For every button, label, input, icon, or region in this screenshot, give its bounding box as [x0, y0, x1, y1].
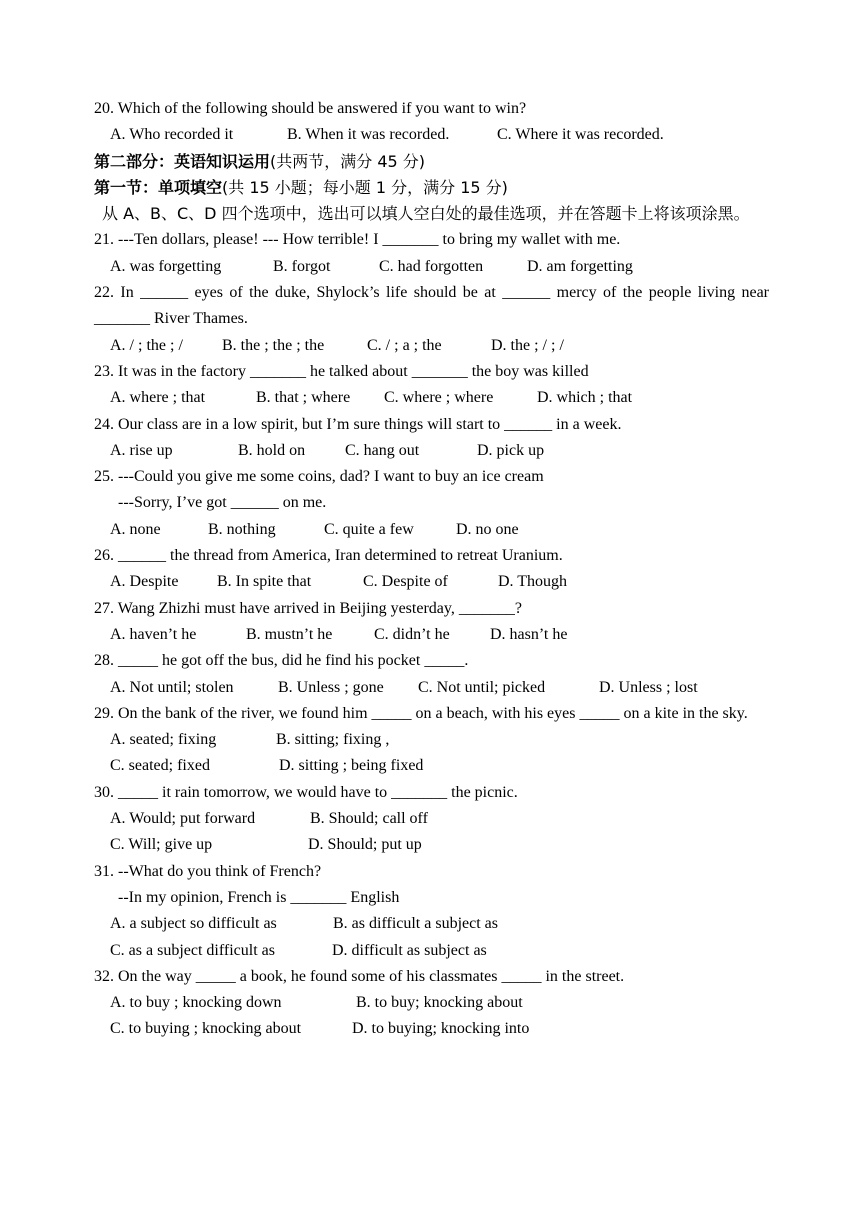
option-b: B. hold on [238, 441, 306, 459]
option-c: C. quite a few [324, 520, 414, 538]
part-2-subtitle: (共两节，满分 45 分) [270, 151, 426, 171]
option-d: D. sitting ; being fixed [279, 757, 424, 775]
option-b: B. nothing [208, 520, 276, 538]
question-32-stem: 32. On the way _____ a book, he found some of his classmates _____ in the street. [94, 967, 625, 985]
question-26-options [94, 569, 769, 595]
question-26-stem: 26. ______ the thread from America, Iran determined to retreat Uranium. [94, 547, 563, 565]
option-b: B. that ; where [256, 389, 351, 407]
option-d: D. difficult as subject as [332, 941, 487, 959]
option-a: A. Who recorded it [110, 126, 234, 144]
question-20-options [94, 122, 769, 148]
question-32-options-row-1 [94, 990, 769, 1016]
option-b: B. to buy; knocking about [356, 994, 523, 1012]
option-d: D. Unless ; lost [599, 678, 698, 696]
option-b: B. as difficult a subject as [333, 915, 498, 933]
option-a: A. none [110, 520, 161, 538]
question-22-stem: 22. In ______ eyes of the duke, Shylock’s life should be at ______ mercy of the people living near _______ River Thames. [94, 284, 769, 328]
question-31-options-row-1 [94, 911, 769, 937]
question-31-reply: --In my opinion, French is _______ English [118, 888, 400, 906]
option-b: B. Unless ; gone [278, 678, 384, 696]
question-31-stem: 31. --What do you think of French? [94, 862, 322, 880]
question-30-stem: 30. _____ it rain tomorrow, we would have to _______ the picnic. [94, 783, 518, 801]
question-29-options-row-1 [94, 727, 769, 753]
option-b: B. mustn’t he [246, 625, 333, 643]
option-b: B. the ; the ; the [222, 336, 325, 354]
part-2-heading [94, 149, 769, 175]
question-30-options-row-1 [94, 806, 769, 832]
option-c: C. hang out [345, 441, 420, 459]
question-23-stem: 23. It was in the factory _______ he talked about _______ the boy was killed [94, 362, 589, 380]
question-32-options-row-2 [94, 1016, 769, 1042]
option-a: A. was forgetting [110, 257, 222, 275]
option-d: D. am forgetting [527, 257, 633, 275]
option-a: A. rise up [110, 441, 173, 459]
question-28-options [94, 675, 769, 701]
option-c: C. where ; where [384, 389, 494, 407]
option-d: D. no one [456, 520, 519, 538]
option-d: D. which ; that [537, 389, 633, 407]
option-d: D. Should; put up [308, 836, 422, 854]
option-c: C. had forgotten [379, 257, 484, 275]
question-21-stem: 21. ---Ten dollars, please! --- How terrible! I _______ to bring my wallet with me. [94, 231, 621, 249]
option-a: A. Not until; stolen [110, 678, 234, 696]
question-20-stem: 20. Which of the following should be answered if you want to win? [94, 100, 527, 117]
question-21-options [94, 254, 769, 280]
option-c: C. to buying ; knocking about [110, 1020, 302, 1038]
section-1-heading [94, 175, 769, 201]
option-c: C. as a subject difficult as [110, 941, 275, 959]
option-a: A. haven’t he [110, 625, 197, 643]
question-29-options-row-2 [94, 753, 769, 779]
option-a: A. Despite [110, 573, 179, 591]
section-1-title: 第一节：单项填空 [94, 177, 223, 197]
option-d: D. to buying; knocking into [352, 1020, 530, 1038]
question-22-options [94, 333, 769, 359]
page-content [94, 96, 769, 1043]
question-25-stem: 25. ---Could you give me some coins, dad? I want to buy an ice cream [94, 468, 544, 486]
option-c: C. Not until; picked [418, 678, 546, 696]
option-a: A. seated; fixing [110, 731, 217, 749]
option-d: D. Though [498, 573, 568, 591]
question-23-options [94, 385, 769, 411]
question-28-stem: 28. _____ he got off the bus, did he find his pocket _____. [94, 652, 469, 670]
option-b: B. forgot [273, 257, 331, 275]
question-24-options [94, 438, 769, 464]
question-31-options-row-2 [94, 938, 769, 964]
option-c: C. didn’t he [374, 625, 450, 643]
option-a: A. where ; that [110, 389, 206, 407]
option-b: B. When it was recorded. [287, 126, 450, 144]
option-a: A. a subject so difficult as [110, 915, 277, 933]
question-30-options-row-2 [94, 832, 769, 858]
option-c: C. / ; a ; the [367, 336, 442, 354]
option-c: C. seated; fixed [110, 757, 210, 775]
option-c: C. Will; give up [110, 836, 213, 854]
option-a: A. Would; put forward [110, 810, 256, 828]
option-a: A. / ; the ; / [110, 336, 183, 354]
question-27-options [94, 622, 769, 648]
question-27-stem: 27. Wang Zhizhi must have arrived in Beijing yesterday, _______? [94, 599, 522, 617]
option-b: B. sitting; fixing , [276, 731, 390, 749]
option-c: C. Despite of [363, 573, 448, 591]
question-29-stem: 29. On the bank of the river, we found him _____ on a beach, with his eyes _____ on a kite in the sky. [94, 704, 748, 722]
option-b: B. Should; call off [310, 810, 428, 828]
option-c: C. Where it was recorded. [497, 126, 664, 144]
option-b: B. In spite that [217, 573, 312, 591]
part-2-title: 第二部分：英语知识运用 [94, 151, 271, 171]
question-25-reply: ---Sorry, I’ve got ______ on me. [118, 494, 327, 512]
option-d: D. pick up [477, 441, 545, 459]
question-25-options [94, 517, 769, 543]
question-24-stem: 24. Our class are in a low spirit, but I’m sure things will start to ______ in a week. [94, 415, 622, 433]
section-1-instructions: 从 A、B、C、D 四个选项中，选出可以填人空白处的最佳选项，并在答题卡上将该项涂黑。 [102, 204, 750, 224]
section-1-subtitle: (共 15 小题；每小题 1 分，满分 15 分) [222, 177, 508, 197]
option-d: D. the ; / ; / [491, 336, 564, 354]
option-a: A. to buy ; knocking down [110, 994, 282, 1012]
option-d: D. hasn’t he [490, 625, 568, 643]
